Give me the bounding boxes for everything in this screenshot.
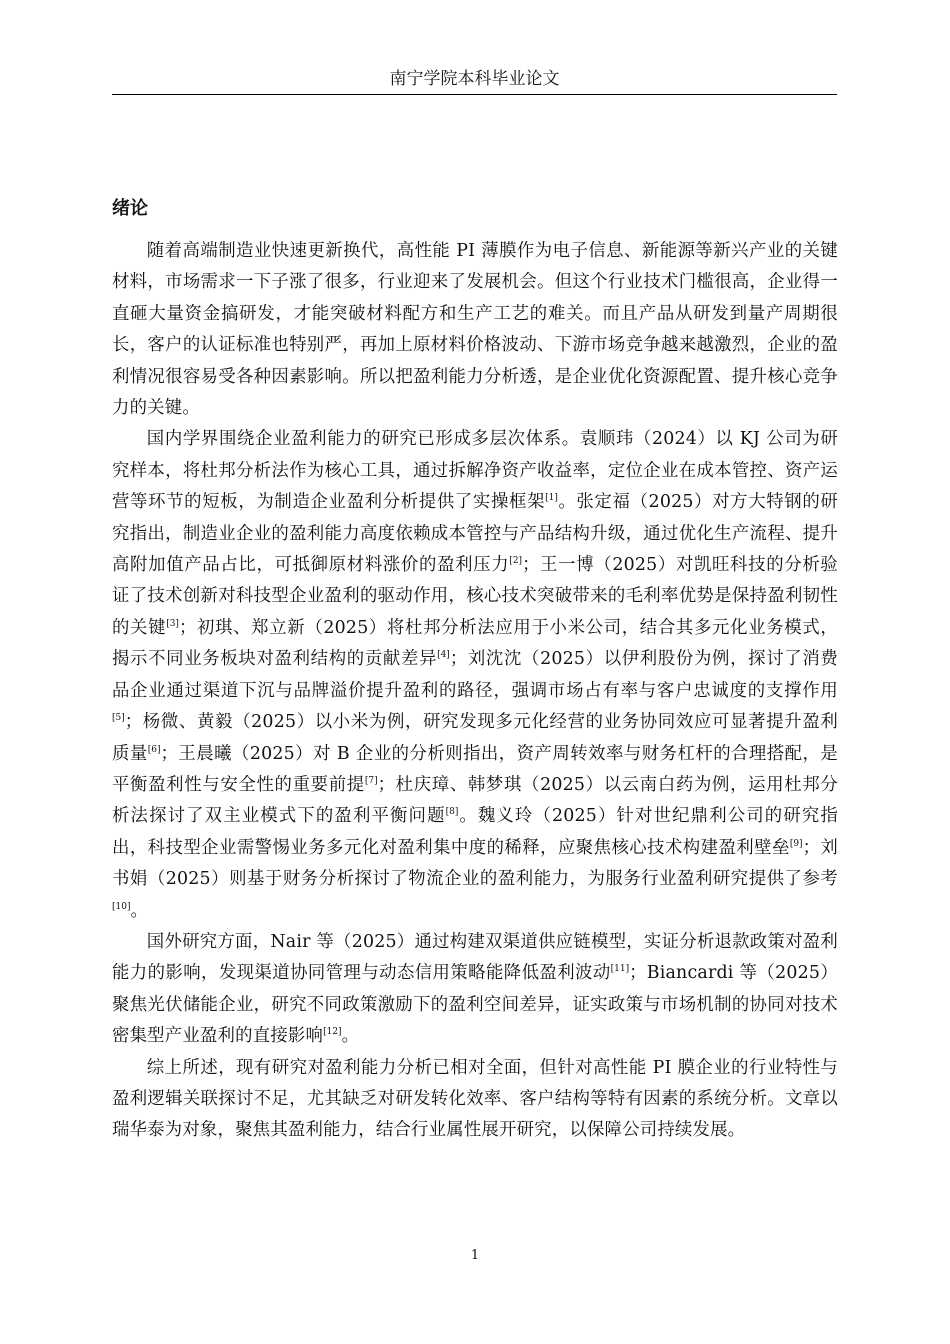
text-run: ；王晨曦（2025）对 B 企业的分析则指出，资产周转效率与财务杠杆的合理搭配，是平衡盈利性与安全性的重要前提 <box>112 743 838 795</box>
text-run: 。 <box>130 900 149 921</box>
citation-ref: [12] <box>323 1027 342 1038</box>
text-run: 国内学界围绕企业盈利能力的研究已形成多层次体系。袁顺玮（2024）以 KJ 公司为研究样本，将杜邦分析法作为核心工具，通过拆解净资产收益率，定位企业在成本管控、资产运营等环节的短板，为制造企业盈利分析提供了实操框架 <box>112 429 838 513</box>
text-run: ；刘沈沈（2025）以伊利股份为例，探讨了消费品企业通过渠道下沉与品牌溢价提升盈利的路径，强调市场占有率与客户忠诚度的支撑作用 <box>112 649 838 701</box>
running-header: 南宁学院本科毕业论文 <box>389 69 560 89</box>
text-run: 。魏义玲（2025）针对世纪鼎利公司的研究指出，科技型企业需警惕业务多元化对盈利集中度的稀释，应聚焦核心技术构建盈利壁垒 <box>112 806 838 858</box>
header-rule <box>112 94 837 95</box>
citation-ref: [2] <box>509 556 523 567</box>
citation-ref: [8] <box>445 807 459 818</box>
paragraph-summary <box>112 1053 838 1147</box>
text-run: ；杜庆璋、韩梦琪（2025）以云南白药为例，运用杜邦分析法探讨了双主业模式下的盈利平衡问题 <box>112 774 838 827</box>
body-text <box>112 236 838 1147</box>
text-run: 。 <box>341 1026 360 1047</box>
paragraph-background <box>112 236 838 424</box>
text-run: 随着高端制造业快速更新换代，高性能 PI 薄膜作为电子信息、新能源等新兴产业的关键材料，市场需求一下子涨了很多，行业迎来了发展机会。但这个行业技术门槛很高，企业得一直砸大量资金搞研发，才能突破材料配方和生产工艺的难关。而且产品从研发到量产周期很长，客户的认证标准也特别严，再加上原材料价格波动、下游市场竞争越来越激烈，企业的盈利情况很容易受各种因素影响。所以把盈利能力分析透，是企业优化资源配置、提升核心竞争力的关键。 <box>112 241 838 419</box>
citation-ref: [11] <box>610 964 630 975</box>
text-run: ；Biancardi 等（2025）聚焦光伏储能企业，研究不同政策激励下的盈利空间差异，证实政策与市场机制的协同对技术密集型产业盈利的直接影响 <box>112 963 838 1047</box>
citation-ref: [5] <box>112 713 125 724</box>
citation-ref: [10] <box>112 901 131 912</box>
citation-ref: [6] <box>147 744 161 755</box>
citation-ref: [9] <box>789 838 803 849</box>
page-number: 1 <box>470 1248 480 1263</box>
text-run: ；杨微、黄毅（2025）以小米为例，研究发现多元化经营的业务协同效应可显著提升盈利质量 <box>112 712 838 764</box>
citation-ref: [7] <box>364 775 378 786</box>
text-run: 国外研究方面，Nair 等（2025）通过构建双渠道供应链模型，实证分析退款政策对盈利能力的影响，发现渠道协同管理与动态信用策略能降低盈利波动 <box>112 931 838 984</box>
paragraph-foreign-research <box>112 927 838 1053</box>
text-run: 综上所述，现有研究对盈利能力分析已相对全面，但针对高性能 PI 膜企业的行业特性与盈利逻辑关联探讨不足，尤其缺乏对研发转化效率、客户结构等特有因素的系统分析。文章以瑞华泰为对象，聚焦其盈利能力，结合行业属性展开研究，以保障公司持续发展。 <box>112 1057 838 1141</box>
citation-ref: [3] <box>166 618 179 629</box>
section-title: 绪论 <box>112 198 148 219</box>
text-run: ；刘书娟（2025）则基于财务分析探讨了物流企业的盈利能力，为服务行业盈利研究提供了参考 <box>112 837 838 890</box>
text-run: ；王一博（2025）对凯旺科技的分析验证了技术创新对科技型企业盈利的驱动作用，核心技术突破带来的毛利率优势是保持盈利韧性的关键 <box>112 555 839 638</box>
citation-ref: [1] <box>545 493 558 504</box>
text-run: 。张定福（2025）对方大特钢的研究指出，制造业企业的盈利能力高度依赖成本管控与产品结构升级，通过优化生产流程、提升高附加值产品占比，可抵御原材料涨价的盈利压力 <box>112 492 838 576</box>
paragraph-domestic-research <box>112 424 838 927</box>
text-run: ；初琪、郑立新（2025）将杜邦分析法应用于小米公司，结合其多元化业务模式，揭示不同业务板块对盈利结构的贡献差异 <box>112 617 838 670</box>
citation-ref: [4] <box>437 650 450 661</box>
